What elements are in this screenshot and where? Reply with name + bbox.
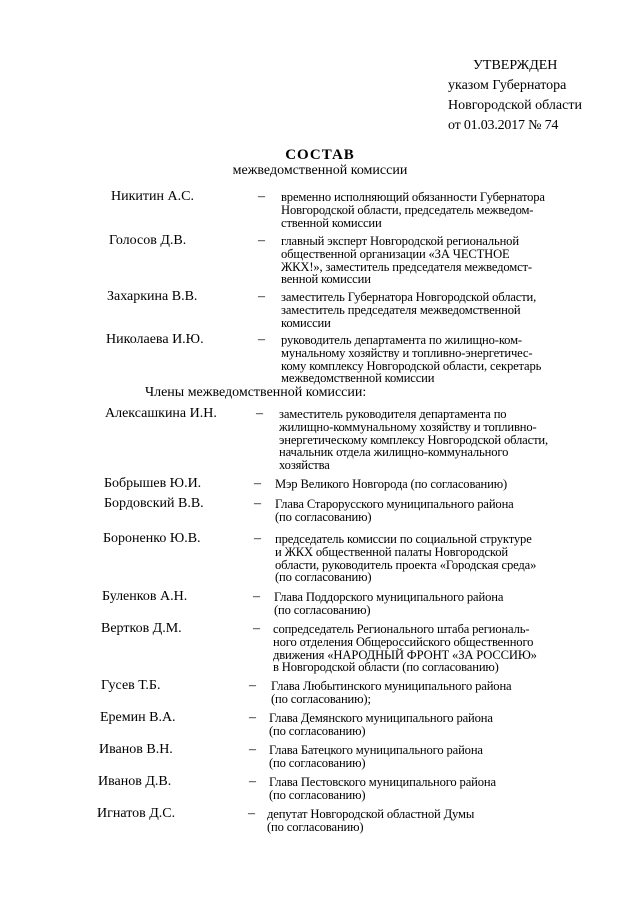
role-line: сопредседатель Регионального штаба региональ- xyxy=(273,622,530,636)
person-name: Голосов Д.В. xyxy=(109,233,187,248)
members-heading: Члены межведомственной комиссии: xyxy=(145,385,367,400)
person-role xyxy=(269,776,591,802)
separator-dash: – xyxy=(249,678,256,693)
role-line: (по согласованию) xyxy=(269,787,366,802)
person-role xyxy=(271,680,593,706)
role-line: (по согласованию) xyxy=(275,570,372,585)
separator-dash: – xyxy=(253,621,260,636)
person-role xyxy=(274,591,596,617)
separator-dash: – xyxy=(249,774,256,789)
approval-line-1: указом Губернатора xyxy=(448,78,567,93)
role-line: комиссии xyxy=(281,315,331,330)
separator-dash: – xyxy=(253,589,260,604)
role-line: мунальному хозяйству и топливно-энергетичес- xyxy=(281,345,533,360)
role-line: Новгородской области, председатель межведом- xyxy=(281,202,534,217)
person-name: Буленков А.Н. xyxy=(102,589,188,604)
role-line: Глава Любытинского муниципального района xyxy=(271,679,512,693)
person-role xyxy=(281,334,603,385)
person-name: Бордовский В.В. xyxy=(104,496,204,511)
role-line: венной комиссии xyxy=(281,272,371,287)
role-line: ЖКХ!», заместитель председателя межведомст- xyxy=(281,259,532,274)
role-line: энергетическому комплексу Новгородской области, xyxy=(279,432,549,447)
person-name: Захаркина В.В. xyxy=(107,289,198,304)
role-line: заместитель Губернатора Новгородской области, xyxy=(281,290,537,304)
role-line: временно исполняющий обязанности Губернатора xyxy=(281,190,545,204)
role-line: руководитель департамента по жилищно-ком- xyxy=(281,333,522,347)
separator-dash: – xyxy=(258,233,265,248)
person-role xyxy=(275,533,597,584)
person-name: Бобрышев Ю.И. xyxy=(104,476,202,491)
role-line: ственной комиссии xyxy=(281,215,382,230)
role-line: (по согласованию) xyxy=(274,602,371,617)
role-line: Глава Пестовского муниципального района xyxy=(269,775,496,789)
person-name: Бороненко Ю.В. xyxy=(103,531,201,546)
person-role xyxy=(273,623,595,674)
role-line: Глава Демянского муниципального района xyxy=(269,711,493,725)
person-role xyxy=(281,191,603,229)
separator-dash: – xyxy=(248,806,255,821)
person-name: Иванов В.Н. xyxy=(99,742,173,757)
role-line: движения «НАРОДНЫЙ ФРОНТ «ЗА РОССИЮ» xyxy=(273,647,537,662)
separator-dash: – xyxy=(258,189,265,204)
role-line: общественной организации «ЗА ЧЕСТНОЕ xyxy=(281,246,510,261)
approval-date: от 01.03.2017 № 74 xyxy=(448,118,559,133)
role-line: заместитель руководителя департамента по xyxy=(279,407,507,421)
document-title: СОСТАВ xyxy=(285,147,355,163)
role-line: Глава Старорусского муниципального района xyxy=(275,497,514,511)
role-line: заместитель председателя межведомственной xyxy=(281,302,521,317)
person-role xyxy=(281,291,603,329)
approval-title: УТВЕРЖДЕН xyxy=(473,58,558,73)
separator-dash: – xyxy=(254,531,261,546)
role-line: (по согласованию) xyxy=(269,755,366,770)
separator-dash: – xyxy=(249,710,256,725)
role-line: в Новгородской области (по согласованию) xyxy=(273,660,499,675)
role-line: депутат Новгородской областной Думы xyxy=(267,807,475,821)
role-line: главный эксперт Новгородской региональной xyxy=(281,234,519,248)
role-line: Мэр Великого Новгорода (по согласованию) xyxy=(275,477,508,491)
person-name: Алексашкина И.Н. xyxy=(105,406,217,421)
separator-dash: – xyxy=(249,742,256,757)
person-role xyxy=(267,808,589,834)
role-line: (по согласованию) xyxy=(267,819,364,834)
role-line: (по согласованию); xyxy=(271,691,371,706)
role-line: хозяйства xyxy=(279,458,330,473)
person-name: Вертков Д.М. xyxy=(101,621,182,636)
person-name: Никитин А.С. xyxy=(111,189,194,204)
role-line: Глава Батецкого муниципального района xyxy=(269,743,483,757)
role-line: председатель комиссии по социальной структуре xyxy=(275,532,532,546)
role-line: области, руководитель проекта «Городская среда» xyxy=(275,557,537,572)
person-role xyxy=(281,235,603,286)
approval-line-2: Новгородской области xyxy=(448,98,582,113)
role-line: Глава Поддорского муниципального района xyxy=(274,590,504,604)
separator-dash: – xyxy=(258,332,265,347)
role-line: межведомственной комиссии xyxy=(281,371,435,386)
document-subtitle: межведомственной комиссии xyxy=(232,163,408,178)
role-line: жилищно-коммунальному хозяйству и топливно- xyxy=(279,419,537,434)
approval-block xyxy=(448,56,633,136)
person-name: Иванов Д.В. xyxy=(98,774,172,789)
person-name: Игнатов Д.С. xyxy=(97,806,176,821)
person-role xyxy=(275,478,597,491)
role-line: и ЖКХ общественной палаты Новгородской xyxy=(275,544,508,559)
separator-dash: – xyxy=(256,406,263,421)
person-role xyxy=(279,408,601,472)
person-name: Гусев Т.Б. xyxy=(101,678,161,693)
person-role xyxy=(269,712,591,738)
role-line: (по согласованию) xyxy=(275,509,372,524)
separator-dash: – xyxy=(258,289,265,304)
person-role xyxy=(275,498,597,524)
role-line: ного отделения Общероссийского общественного xyxy=(273,634,534,649)
role-line: (по согласованию) xyxy=(269,723,366,738)
role-line: начальник отдела жилищно-коммунального xyxy=(279,445,509,460)
role-line: кому комплексу Новгородской области, секретарь xyxy=(281,358,542,373)
person-name: Николаева И.Ю. xyxy=(106,332,204,347)
person-role xyxy=(269,744,591,770)
separator-dash: – xyxy=(254,496,261,511)
separator-dash: – xyxy=(254,476,261,491)
person-name: Еремин В.А. xyxy=(100,710,176,725)
